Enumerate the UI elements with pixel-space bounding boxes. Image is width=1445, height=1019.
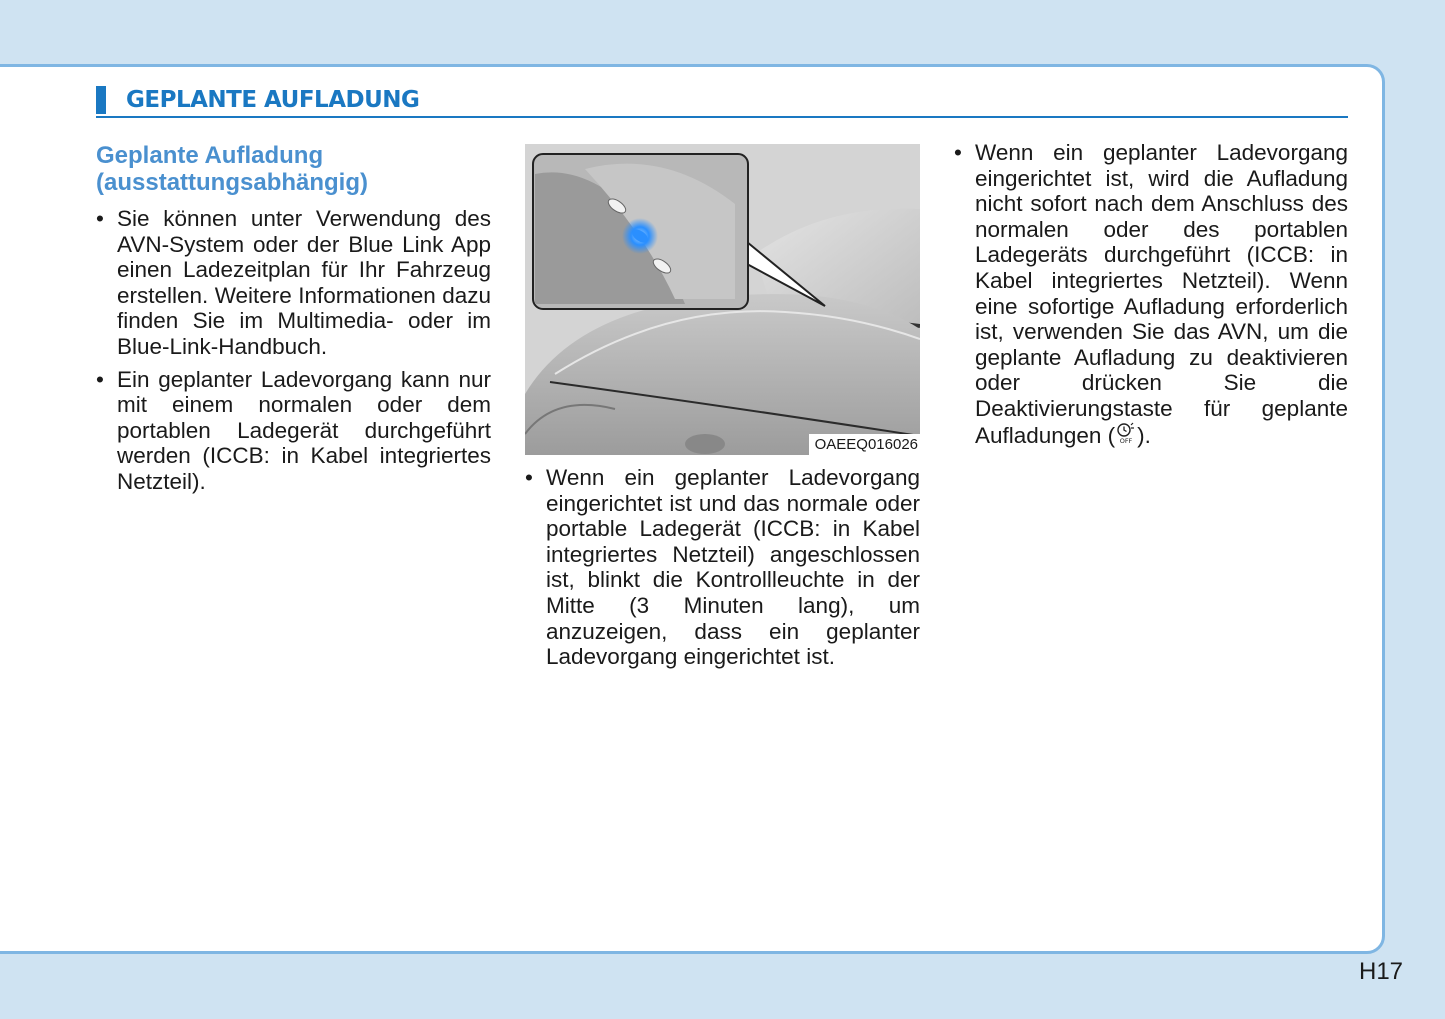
bullet-text: Wenn ein geplanter Ladevorgang eingerichtet ist, wird die Aufladung nicht sofort nach dem Anschluss des normalen oder des portablen Ladegeräts durchgeführt (ICCB: in Kabel integriertes Netzteil). Wenn eine sofortige Aufladung erforderlich ist, verwenden Sie das AVN, um die geplante Aufladung zu deaktivieren oder drücken Sie die Deaktivierungstaste für geplante Aufladungen ( [975,140,1348,448]
list-item [96,367,491,495]
scheduled-charging-off-icon [1115,422,1137,446]
bullet-text: Wenn ein geplanter Ladevorgang eingerichtet ist und das normale oder portable Ladegerät (ICCB: in Kabel integriertes Netzteil) angeschlossen ist, blinkt die Kontrollleuchte in der Mitte (3 Minuten lang), um anzuzeigen, dass ein geplanter Ladevorgang eingerichtet ist. [546,465,920,670]
list-item [525,465,920,670]
middle-column [525,140,920,677]
right-column [954,140,1348,455]
list-item [954,140,1348,448]
section-accent-bar [96,86,106,114]
left-bullet-list [96,206,491,495]
sub-heading-line2: (ausstattungsabhängig) [96,169,369,196]
right-bullet-list [954,140,1348,448]
bullet-text: Sie können unter Verwendung des AVN-System oder der Blue Link App einen Ladezeitplan für Ihr Fahrzeug erstellen. Weitere Informationen dazu finden Sie im Multimedia- oder im Blue-Link-Handbuch. [117,206,491,359]
sub-heading-line1: Geplante Aufladung [96,142,324,169]
page-number: H17 [1359,958,1404,985]
icon-off-label: OFF [1119,436,1133,445]
left-column [96,140,491,502]
bullet-icon: • [96,206,104,231]
middle-bullet-list [525,465,920,670]
bullet-icon: • [954,140,962,165]
bullet-text-tail: ). [1137,422,1151,448]
bullet-icon: • [525,465,533,490]
bullet-text: Ein geplanter Ladevorgang kann nur mit einem normalen oder dem portablen Ladegerät durchgeführt werden (ICCB: in Kabel integriertes Netzteil). [117,366,491,494]
sub-heading [96,142,491,196]
section-title: GEPLANTE AUFLADUNG [126,87,420,113]
figure-code: OAEEQ016026 [809,434,920,455]
bullet-icon: • [96,366,104,392]
list-item [96,206,491,360]
car-hood-drawing [525,144,920,455]
car-illustration [525,144,920,455]
section-header [96,86,1348,118]
